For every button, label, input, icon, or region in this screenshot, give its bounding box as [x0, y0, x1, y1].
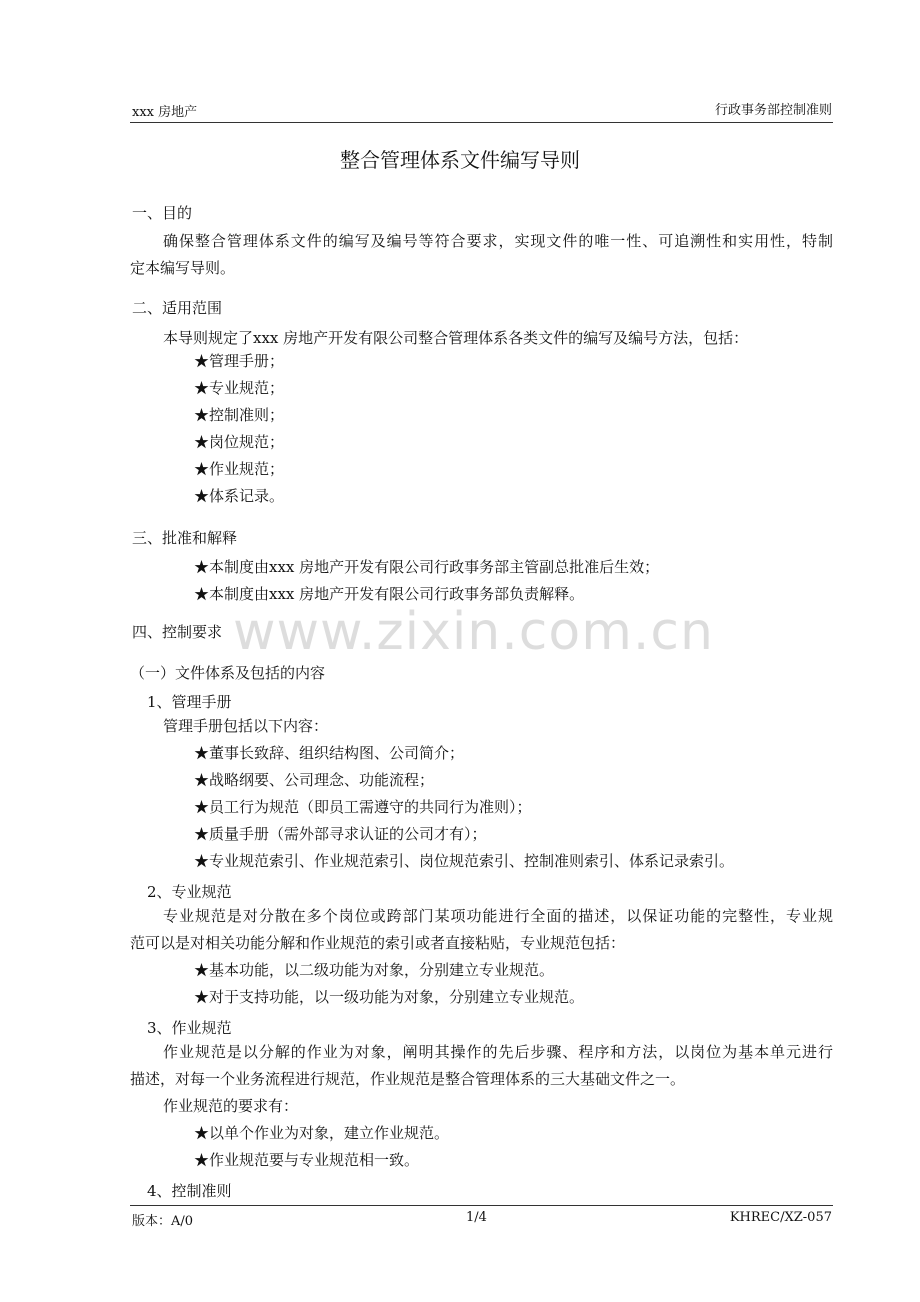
- header-company: xxx 房地产: [132, 105, 198, 120]
- footer-page-number: 1/4: [466, 1210, 487, 1225]
- operation-spec-paragraph-line-1: 作业规范是以分解的作业为对象，阐明其操作的先后步骤、程序和方法，以岗位为基本单元进行: [163, 1043, 833, 1061]
- approval-item: ★本制度由xxx 房地产开发有限公司行政事务部负责解释。: [194, 585, 585, 603]
- section-1-heading: 一、目的: [132, 204, 193, 222]
- operation-spec-requirements-intro: 作业规范的要求有：: [163, 1097, 299, 1115]
- professional-spec-paragraph-line-2: 范可以是对相关功能分解和作业规范的索引或者直接粘贴，专业规范包括：: [130, 934, 626, 952]
- professional-spec-paragraph-line-1: 专业规范是对分散在多个岗位或跨部门某项功能进行全面的描述，以保证功能的完整性，专业规: [163, 907, 833, 925]
- watermark: www.zixin.com.cn: [233, 602, 714, 662]
- subsection-heading: （一）文件体系及包括的内容: [130, 664, 326, 682]
- section-1-paragraph-line-2: 定本编写导则。: [130, 259, 236, 277]
- footer-document-code: KHREC/XZ-057: [729, 1210, 832, 1225]
- scope-item: ★作业规范；: [194, 460, 285, 478]
- section-4-heading: 四、控制要求: [132, 623, 223, 641]
- section-1-paragraph-line-1: 确保整合管理体系文件的编写及编号等符合要求，实现文件的唯一性、可追溯性和实用性，特制: [163, 232, 833, 250]
- manual-content-item: ★战略纲要、公司理念、功能流程；: [194, 771, 435, 789]
- operation-spec-item: ★作业规范要与专业规范相一致。: [194, 1151, 420, 1169]
- professional-spec-heading: 2、专业规范: [147, 883, 232, 901]
- section-2-heading: 二、适用范围: [132, 299, 223, 317]
- scope-item: ★管理手册；: [194, 352, 285, 370]
- operation-spec-item: ★以单个作业为对象，建立作业规范。: [194, 1124, 450, 1142]
- header-doc-category: 行政事务部控制准则: [714, 103, 832, 118]
- professional-spec-item: ★对于支持功能，以一级功能为对象，分别建立专业规范。: [194, 988, 585, 1006]
- professional-spec-item: ★基本功能，以二级功能为对象，分别建立专业规范。: [194, 961, 555, 979]
- scope-item: ★控制准则；: [194, 406, 285, 424]
- manual-content-item: ★董事长致辞、组织结构图、公司简介；: [194, 744, 465, 762]
- operation-spec-heading: 3、作业规范: [147, 1019, 232, 1037]
- footer-version: 版本：A/0: [132, 1214, 194, 1229]
- manual-content-item: ★专业规范索引、作业规范索引、岗位规范索引、控制准则索引、体系记录索引。: [194, 852, 735, 870]
- scope-item: ★岗位规范；: [194, 433, 285, 451]
- scope-item: ★专业规范；: [194, 379, 285, 397]
- management-manual-intro: 管理手册包括以下内容：: [163, 717, 329, 735]
- section-3-heading: 三、批准和解释: [132, 529, 238, 547]
- section-2-intro: 本导则规定了xxx 房地产开发有限公司整合管理体系各类文件的编写及编号方法，包括：: [163, 329, 749, 347]
- header-divider: [130, 122, 833, 123]
- control-criteria-heading: 4、控制准则: [147, 1182, 232, 1200]
- scope-item: ★体系记录。: [194, 487, 285, 505]
- management-manual-heading: 1、管理手册: [147, 693, 232, 711]
- footer-divider: [130, 1205, 833, 1206]
- approval-item: ★本制度由xxx 房地产开发有限公司行政事务部主管副总批准后生效；: [194, 558, 660, 576]
- document-title: 整合管理体系文件编写导则: [340, 148, 580, 172]
- operation-spec-paragraph-line-2: 描述，对每一个业务流程进行规范，作业规范是整合管理体系的三大基础文件之一。: [130, 1070, 686, 1088]
- manual-content-item: ★质量手册（需外部寻求认证的公司才有）；: [194, 825, 487, 843]
- manual-content-item: ★员工行为规范（即员工需遵守的共同行为准则）；: [194, 798, 532, 816]
